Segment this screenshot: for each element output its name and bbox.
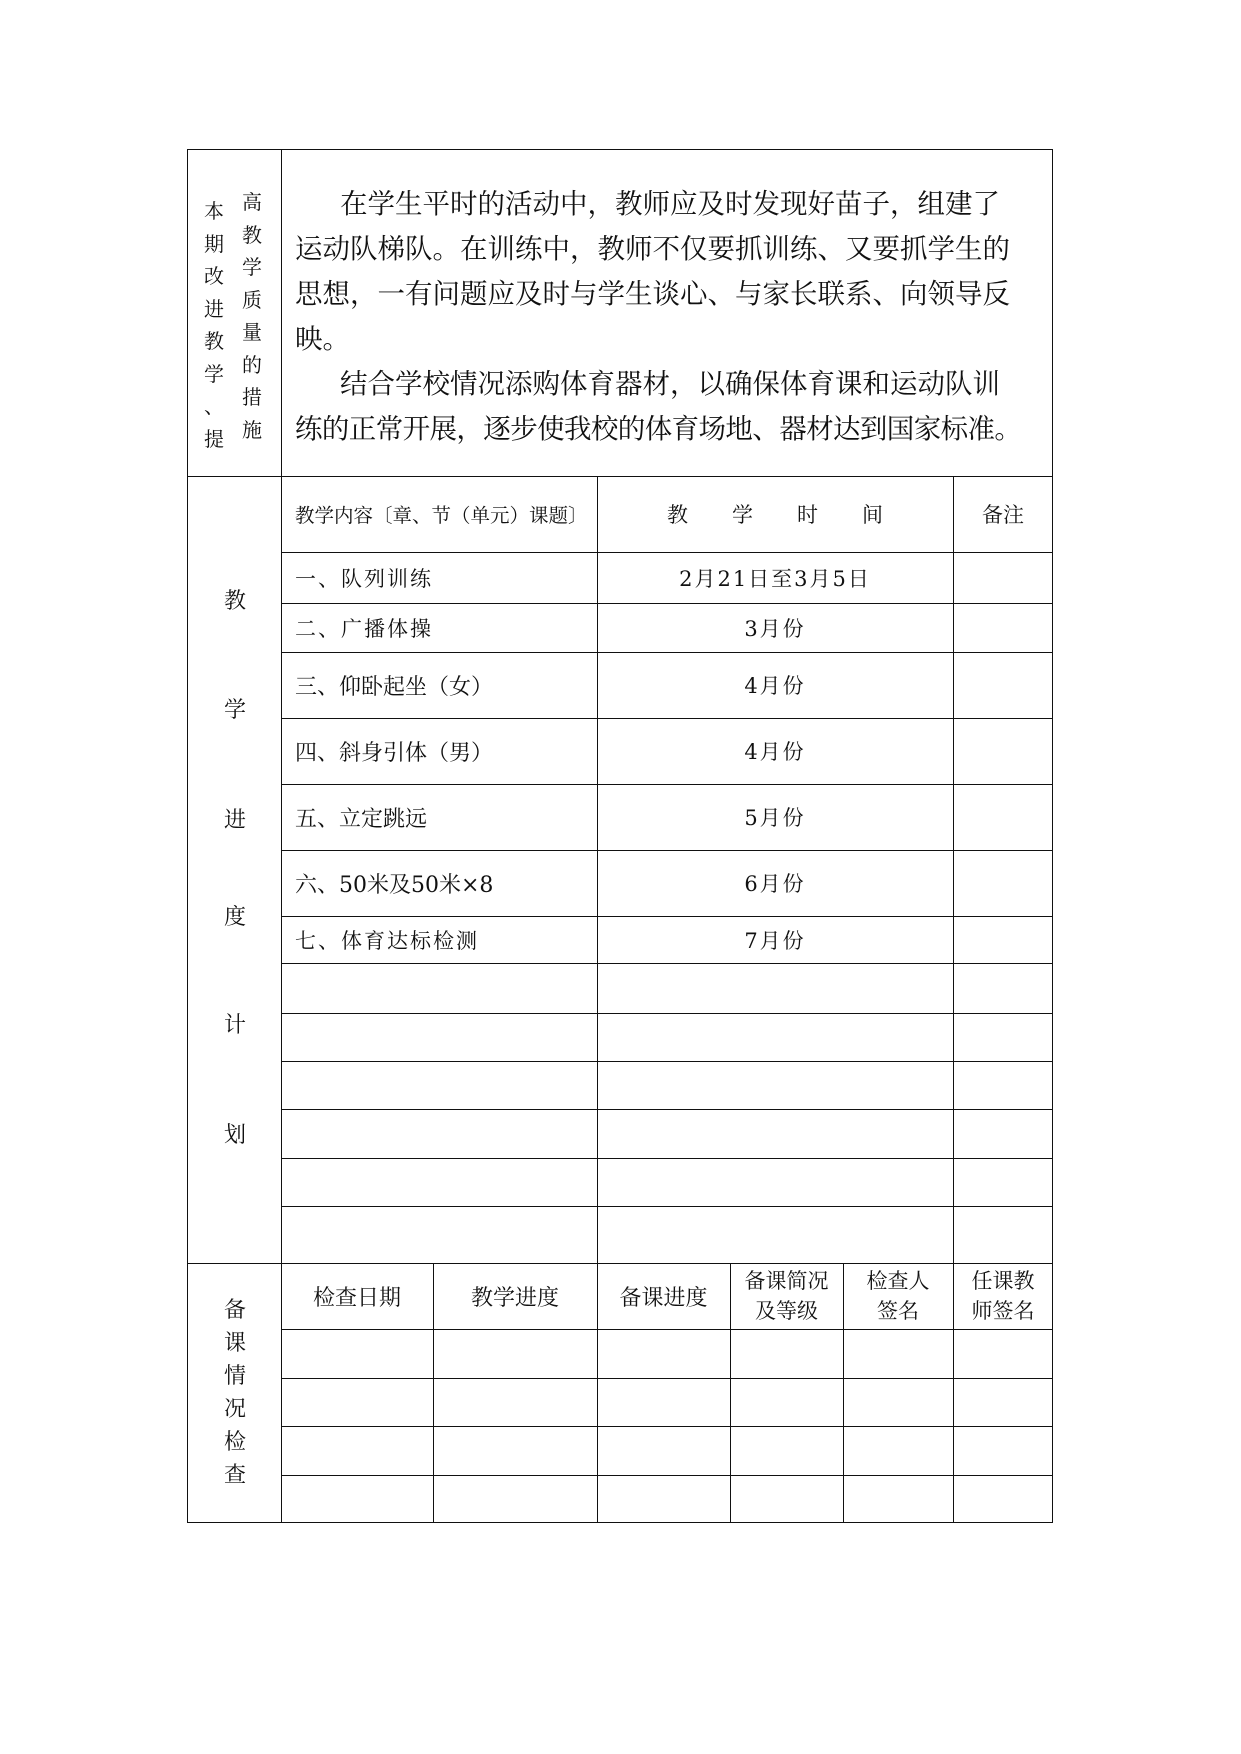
check-row-line <box>281 1329 1053 1330</box>
plan-label-char: 进 <box>223 808 246 833</box>
check-header-prep-progress: 备课进度 <box>619 1285 708 1311</box>
plan-row-line <box>281 1061 1053 1062</box>
plan-row-content: 一、队列训练 <box>295 566 433 591</box>
check-row-line <box>281 1475 1053 1476</box>
plan-header-content: 教学内容〔章、节（单元）课题〕 <box>295 504 588 527</box>
plan-row-time: 5月份 <box>744 806 806 830</box>
plan-label-char: 度 <box>223 905 246 930</box>
measures-label-col-a: 本 期 改 进 教 学 、 提 <box>204 199 224 451</box>
plan-row-time: 2月21日至3月5日 <box>679 566 871 591</box>
plan-row-time: 4月份 <box>744 674 806 698</box>
plan-row-line <box>281 1013 1053 1014</box>
plan-row-content: 六、50米及50米×8 <box>295 872 494 898</box>
check-header-inspector-signature: 检查人 签名 <box>866 1269 930 1323</box>
plan-row-time: 6月份 <box>744 872 806 896</box>
plan-row-line <box>281 963 1053 964</box>
plan-label-char: 划 <box>223 1123 246 1148</box>
plan-row-content: 五、立定跳远 <box>295 806 428 832</box>
check-header-teacher-signature: 任课教 师签名 <box>971 1269 1035 1323</box>
plan-col-divider-remark <box>953 476 954 1263</box>
plan-row-content: 四、斜身引体（男） <box>295 740 494 766</box>
plan-row-content: 二、广播体操 <box>295 616 433 641</box>
plan-row-line <box>281 1158 1053 1159</box>
check-header-prep-summary: 备课简况 及等级 <box>744 1269 829 1323</box>
plan-row-line <box>281 1109 1053 1110</box>
plan-row-content: 七、体育达标检测 <box>295 928 479 953</box>
check-header-date: 检查日期 <box>312 1285 401 1311</box>
plan-row-line <box>281 1206 1053 1207</box>
plan-label-char: 计 <box>223 1013 246 1038</box>
measures-paragraph-1: 在学生平时的活动中，教师应及时发现好苗子，组建了 运动队梯队。在训练中，教师不仅要抓训练、又要抓学生的 思想，一有问题应及时与学生谈心、与家长联系、向领导反 映。 <box>295 188 1010 355</box>
plan-row-content: 三、仰卧起坐（女） <box>295 674 494 700</box>
check-label: 备 课 情 况 检 查 <box>223 1298 246 1488</box>
plan-row-time: 4月份 <box>744 740 806 764</box>
plan-header-remark: 备注 <box>982 503 1024 527</box>
plan-header-time: 教学时间 <box>667 503 927 527</box>
check-row-line <box>281 1378 1053 1379</box>
check-row-line <box>281 1426 1053 1427</box>
plan-label-char: 教 <box>223 589 246 614</box>
plan-row-time: 3月份 <box>744 616 806 641</box>
measures-label-col-b: 高 教 学 质 量 的 措 施 <box>242 190 262 442</box>
plan-label-char: 学 <box>223 698 246 723</box>
check-header-teaching-progress: 教学进度 <box>470 1285 559 1311</box>
measures-paragraph-2: 结合学校情况添购体育器材，以确保体育课和运动队训 练的正常开展，逐步使我校的体育场地、器材达到国家标准。 <box>295 368 1022 445</box>
plan-row-time: 7月份 <box>744 928 806 953</box>
